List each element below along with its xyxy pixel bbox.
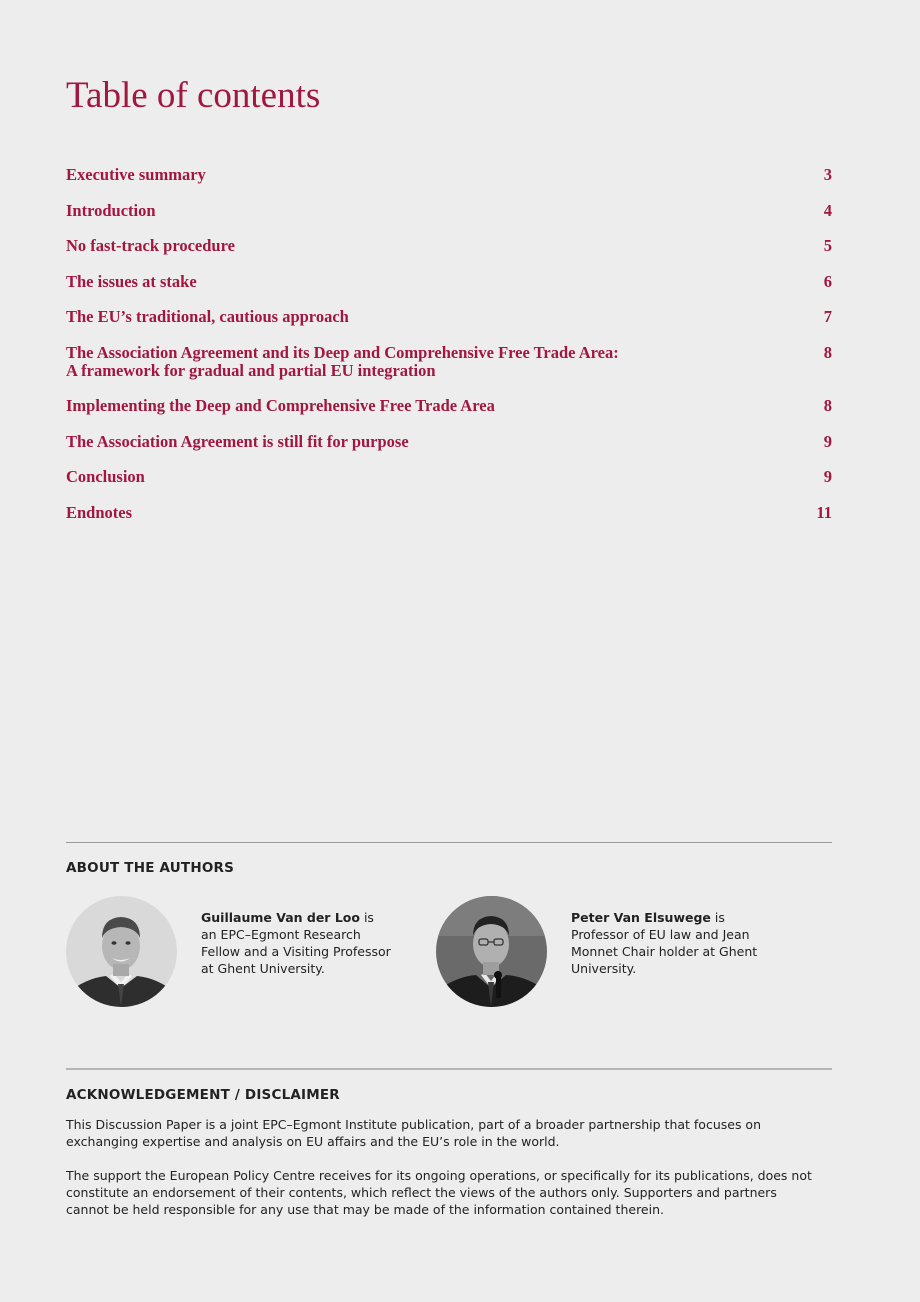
- avatar-portrait-icon: [66, 896, 177, 1007]
- author-bio-text: is Professor of EU law and Jean Monnet Chair holder at Ghent University.: [571, 910, 758, 976]
- section-divider: [66, 842, 832, 843]
- section-divider: [66, 1068, 832, 1070]
- author-photo-peter-van-elsuwege: [436, 896, 547, 1007]
- toc-item-page: 7: [823, 307, 832, 326]
- toc-item-endnotes[interactable]: [66, 504, 832, 522]
- toc-item-title: The Association Agreement and its Deep and Comprehensive Free Trade Area: A framework for gradual and partial EU integration: [66, 342, 619, 380]
- toc-item-title: The EU’s traditional, cautious approach: [66, 307, 349, 326]
- toc-item-page: 9: [823, 431, 832, 451]
- author-bio: [201, 909, 391, 977]
- toc-item-page: 8: [823, 342, 832, 362]
- toc-item-title: Endnotes: [66, 502, 133, 522]
- acknowledgement-heading: ACKNOWLEDGEMENT / DISCLAIMER: [66, 1087, 340, 1103]
- toc-item-introduction[interactable]: [66, 202, 832, 220]
- toc-item-page: 8: [823, 396, 832, 415]
- toc-item-title: Executive summary: [66, 165, 206, 184]
- table-of-contents: [66, 166, 832, 539]
- toc-item-title: No fast-track procedure: [66, 236, 235, 255]
- page-title: Table of contents: [66, 75, 321, 116]
- author-name: Guillaume Van der Loo: [201, 910, 360, 925]
- disclaimer-paragraph: The support the European Policy Centre receives for its ongoing operations, or specifically for its publications, does not constitute an endorsement of their contents, which reflect the views of the authors only. Supporters and partners cannot be held responsible for any use that may be made of the information contained therein.: [66, 1168, 812, 1217]
- toc-item-page: 4: [823, 200, 832, 220]
- toc-item-title: The Association Agreement is still fit for purpose: [66, 431, 409, 451]
- author-bio-text: is an EPC–Egmont Research Fellow and a Visiting Professor at Ghent University.: [201, 910, 391, 976]
- toc-item-executive-summary[interactable]: [66, 166, 832, 184]
- avatar-portrait-icon: [436, 896, 547, 1007]
- acknowledgement-paragraph: This Discussion Paper is a joint EPC–Egmont Institute publication, part of a broader partnership that focuses on exchanging expertise and analysis on EU affairs and the EU’s role in the world.: [66, 1117, 762, 1149]
- toc-item-association-agreement-framework[interactable]: [66, 344, 832, 380]
- toc-item-page: 11: [816, 502, 832, 522]
- author-photo-guillaume-van-der-loo: [66, 896, 177, 1007]
- toc-item-traditional-approach[interactable]: [66, 308, 832, 326]
- toc-item-issues-at-stake[interactable]: [66, 273, 832, 291]
- about-authors-heading: ABOUT THE AUTHORS: [66, 860, 235, 876]
- toc-item-page: 9: [823, 467, 832, 486]
- toc-item-page: 6: [823, 271, 832, 291]
- toc-item-title: The issues at stake: [66, 271, 197, 291]
- toc-item-still-fit-for-purpose[interactable]: [66, 433, 832, 451]
- toc-item-title: Conclusion: [66, 467, 145, 486]
- toc-item-page: 3: [823, 165, 832, 184]
- toc-item-page: 5: [823, 236, 832, 255]
- toc-item-title: Introduction: [66, 200, 156, 220]
- author-name: Peter Van Elsuwege: [571, 910, 711, 925]
- toc-item-title: Implementing the Deep and Comprehensive Free Trade Area: [66, 396, 495, 415]
- toc-item-implementing-dcfta[interactable]: [66, 397, 832, 415]
- toc-item-conclusion[interactable]: [66, 468, 832, 486]
- author-bio: [571, 909, 776, 977]
- toc-item-no-fast-track[interactable]: [66, 237, 832, 255]
